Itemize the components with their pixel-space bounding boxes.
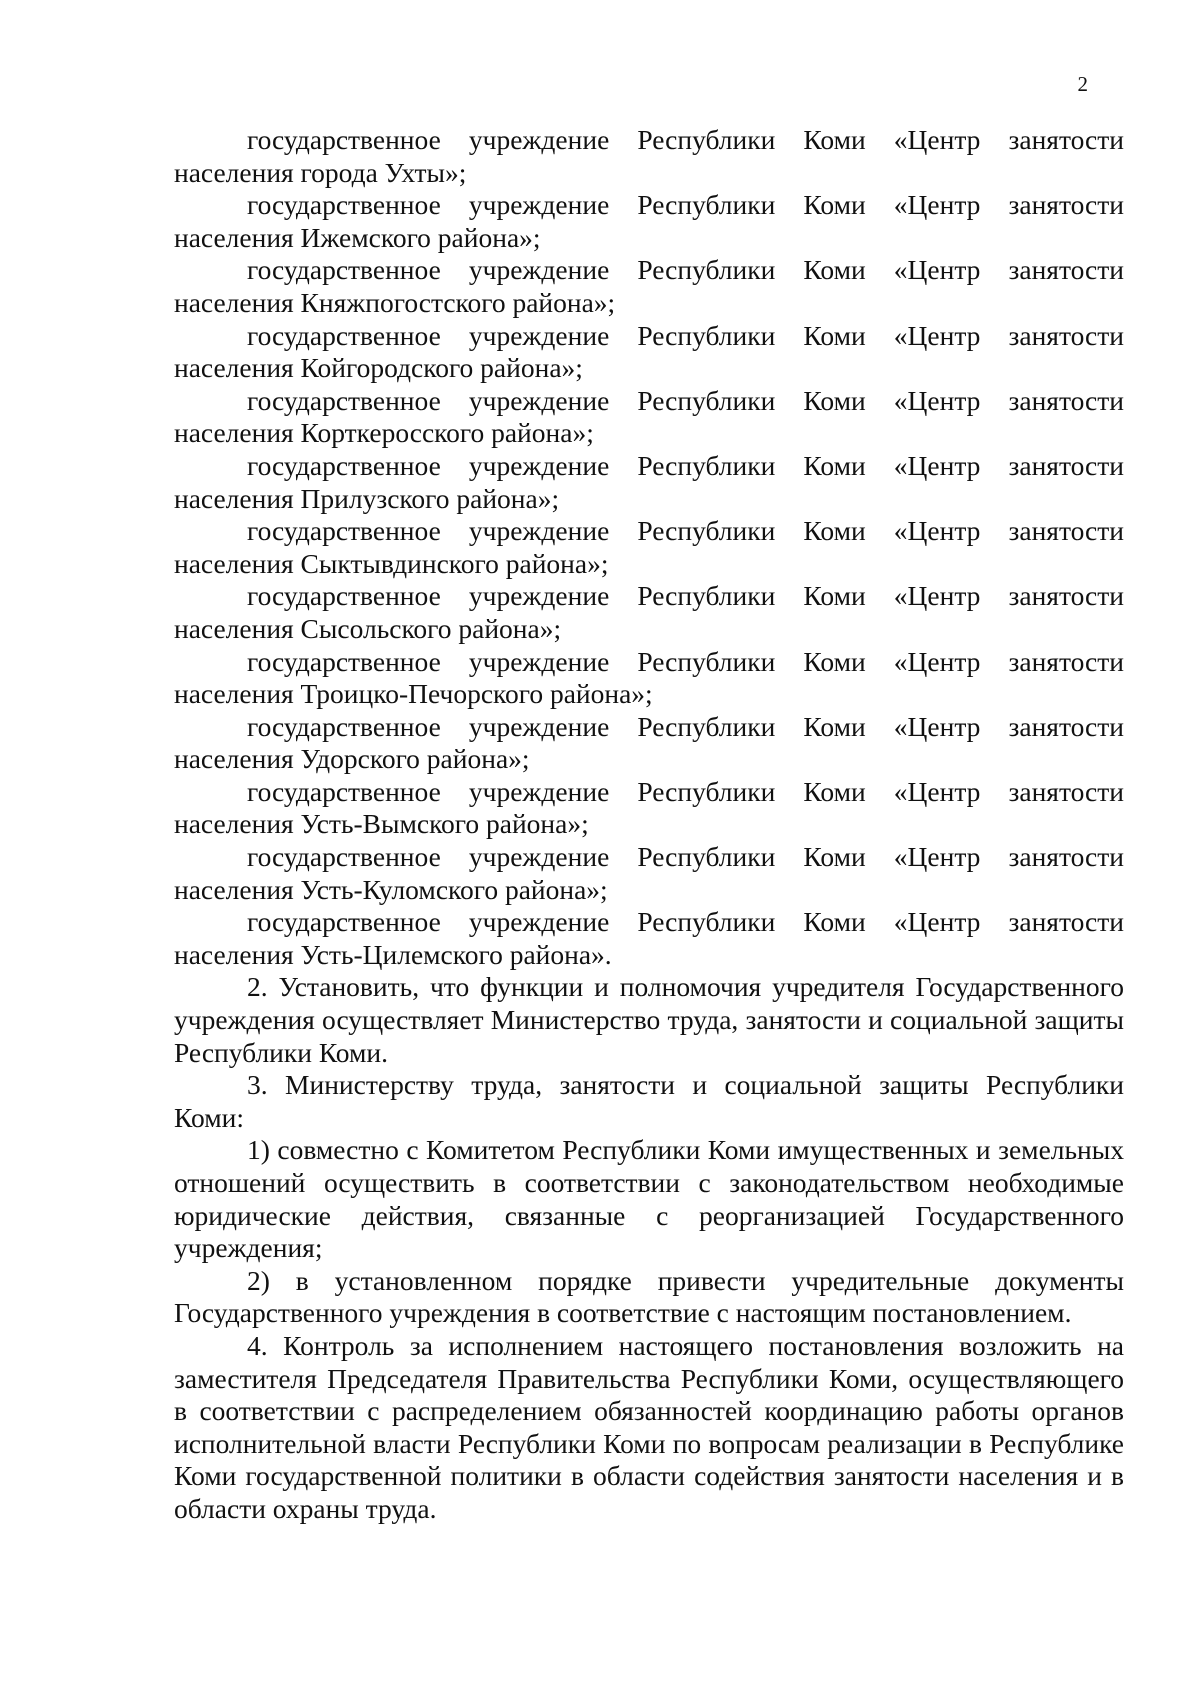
paragraph-employment-center-knyazhpogost: государственное учреждение Республики Коми «Центр занятости населения Княжпогостского района»; bbox=[174, 254, 1124, 318]
paragraph-employment-center-kortkeros: государственное учреждение Республики Коми «Центр занятости населения Корткеросского района»; bbox=[174, 384, 1124, 449]
paragraph-employment-center-troitsko-pechorsk: государственное учреждение Республики Коми «Центр занятости населения Троицко-Печорского района»; bbox=[174, 645, 1124, 710]
page-number: 2 bbox=[1077, 72, 1088, 96]
paragraph-employment-center-ust-tsilma: государственное учреждение Республики Коми «Центр занятости населения Усть-Цилемского района». bbox=[174, 906, 1124, 970]
paragraph-item-4-control: 4. Контроль за исполнением настоящего постановления возложить на заместителя Председателя Правительства Республики Коми, осуществляющего в соответствии с распределением обязанностей координацию работы органов исполнительной власти Республики Коми по вопросам реализации в Республике Коми государственной политики в области содействия занятости населения и в области охраны труда. bbox=[174, 1329, 1124, 1524]
paragraph-item-2-founder: 2. Установить, что функции и полномочия учредителя Государственного учреждения осуществляет Министерство труда, занятости и социальной защиты Республики Коми. bbox=[174, 971, 1124, 1068]
paragraph-item-3-ministry: 3. Министерству труда, занятости и социальной защиты Республики Коми: bbox=[174, 1069, 1124, 1133]
paragraph-subitem-2-founding-documents: 2) в установленном порядке привести учредительные документы Государственного учреждения в соответствие с настоящим постановлением. bbox=[174, 1264, 1124, 1329]
paragraph-employment-center-koygorodok: государственное учреждение Республики Коми «Центр занятости населения Койгородского района»; bbox=[174, 319, 1124, 384]
paragraph-employment-center-ust-vym: государственное учреждение Республики Коми «Центр занятости населения Усть-Вымского района»; bbox=[174, 775, 1124, 840]
paragraph-employment-center-izhma: государственное учреждение Республики Коми «Центр занятости населения Ижемского района»; bbox=[174, 189, 1124, 253]
document-body bbox=[174, 124, 1124, 1526]
paragraph-employment-center-sysola: государственное учреждение Республики Коми «Центр занятости населения Сысольского района»; bbox=[174, 580, 1124, 644]
paragraph-employment-center-udora: государственное учреждение Республики Коми «Центр занятости населения Удорского района»; bbox=[174, 710, 1124, 775]
paragraph-employment-center-syktyvdin: государственное учреждение Республики Коми «Центр занятости населения Сыктывдинского района»; bbox=[174, 515, 1124, 579]
paragraph-subitem-1-legal-actions: 1) совместно с Комитетом Республики Коми имущественных и земельных отношений осуществить в соответствии с законодательством необходимые юридические действия, связанные с реорганизацией Государственного учреждения; bbox=[174, 1134, 1124, 1264]
paragraph-employment-center-ukhta: государственное учреждение Республики Коми «Центр занятости населения города Ухты»; bbox=[174, 124, 1124, 188]
paragraph-employment-center-priluzye: государственное учреждение Республики Коми «Центр занятости населения Прилузского района»; bbox=[174, 449, 1124, 514]
paragraph-employment-center-ust-kulom: государственное учреждение Республики Коми «Центр занятости населения Усть-Куломского района»; bbox=[174, 841, 1124, 905]
